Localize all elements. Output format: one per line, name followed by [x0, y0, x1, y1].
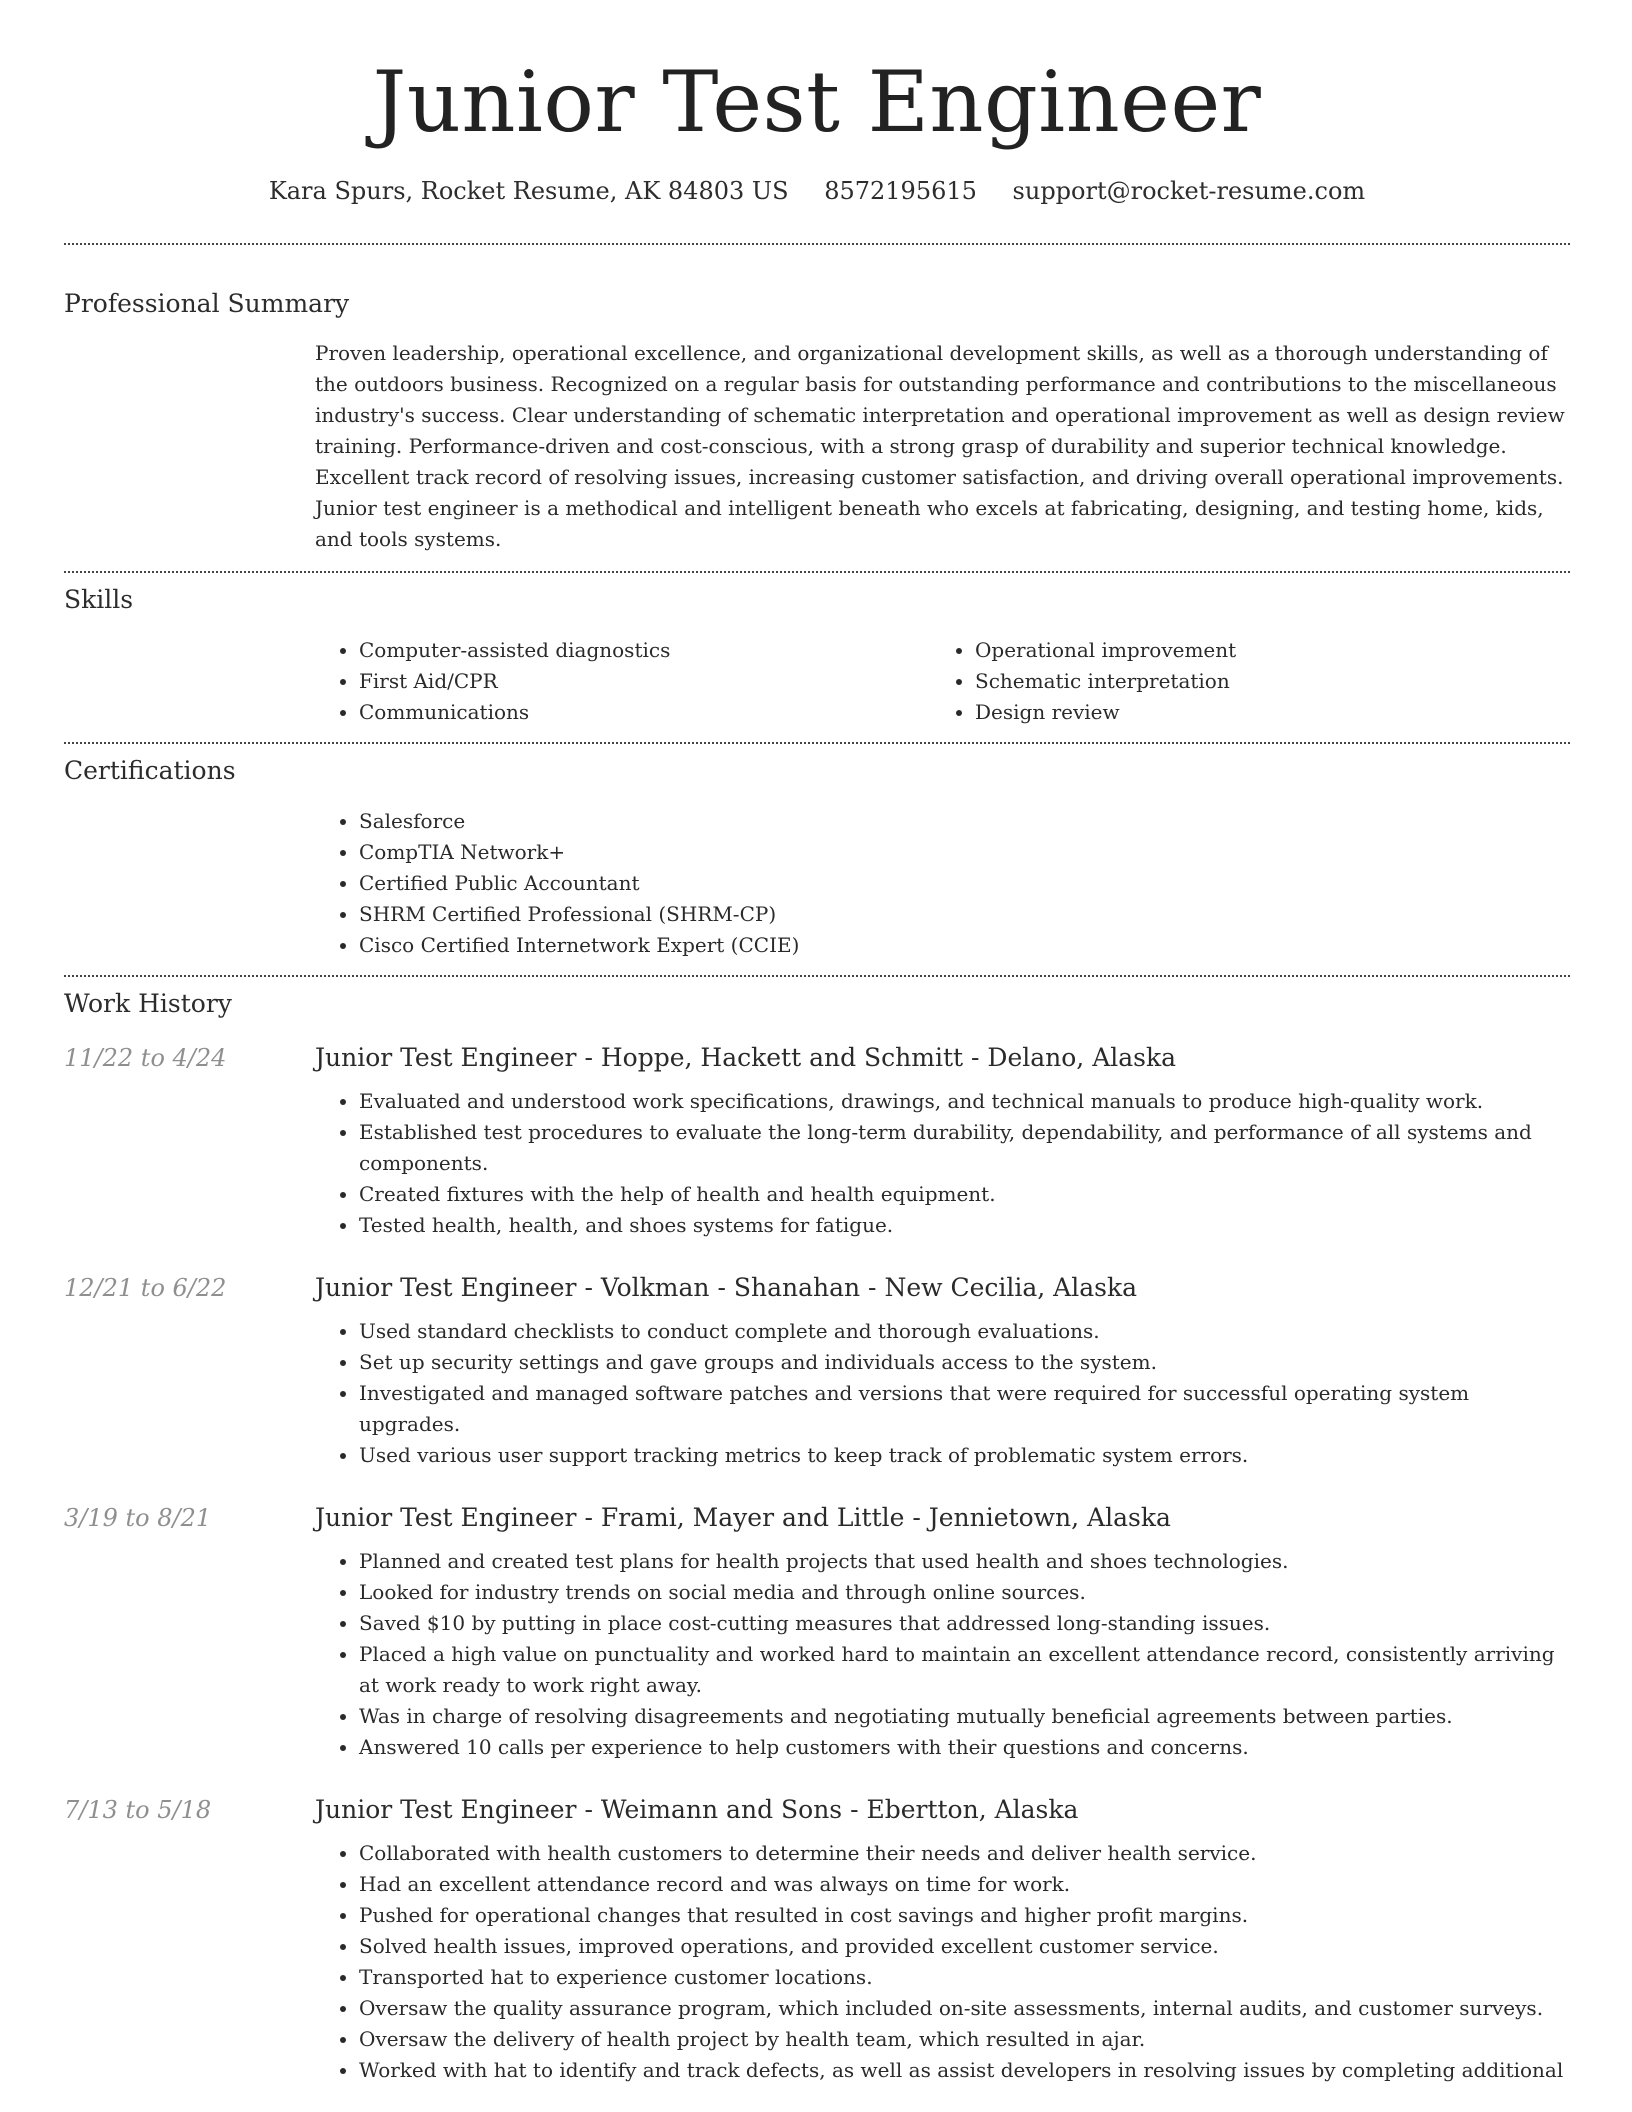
- summary-heading: Professional Summary: [64, 289, 350, 318]
- job-bullet: • Was in charge of resolving disagreements and negotiating mutually beneficial agreements between parties.: [359, 1701, 1570, 1732]
- section-divider: [64, 742, 1570, 744]
- certification-item: • SHRM Certified Professional (SHRM-CP): [359, 899, 1570, 930]
- work-history-heading: Work History: [64, 989, 232, 1018]
- contact-line: [64, 174, 1570, 208]
- certification-item: • Certified Public Accountant: [359, 868, 1570, 899]
- job-dates: 3/19 to 8/21: [64, 1504, 212, 1532]
- section-divider: [64, 243, 1570, 245]
- skills-column-right: [931, 635, 1547, 728]
- certifications-list: [315, 806, 1570, 961]
- job-bullet: • Had an excellent attendance record and was always on time for work.: [359, 1869, 1570, 1900]
- job-bullets: [315, 1838, 1570, 2086]
- skills-column-left: [315, 635, 931, 728]
- skill-item: • Computer-assisted diagnostics: [359, 635, 931, 666]
- job-bullet: • Saved $10 by putting in place cost-cutting measures that addressed long-standing issues.: [359, 1608, 1570, 1639]
- job-title: Junior Test Engineer - Hoppe, Hackett and Schmitt - Delano, Alaska: [315, 1043, 1177, 1072]
- contact-phone: 8572195615: [824, 177, 977, 205]
- job-bullet: • Looked for industry trends on social media and through online sources.: [359, 1577, 1570, 1608]
- job-bullet: • Tested health, health, and shoes systems for fatigue.: [359, 1210, 1570, 1241]
- certification-item: • CompTIA Network+: [359, 837, 1570, 868]
- job-bullet: • Worked with hat to identify and track defects, as well as assist developers in resolving issues by completing additional: [359, 2055, 1570, 2086]
- job-bullet: • Pushed for operational changes that resulted in cost savings and higher profit margins.: [359, 1900, 1570, 1931]
- job-bullet: • Oversaw the quality assurance program, which included on-site assessments, internal audits, and customer surveys.: [359, 1993, 1570, 2024]
- job-entry: [64, 1793, 1570, 2086]
- skill-item: • Design review: [975, 697, 1547, 728]
- section-divider: [64, 975, 1570, 977]
- skill-item: • Communications: [359, 697, 931, 728]
- job-header: [64, 1501, 1570, 1535]
- job-bullet: • Oversaw the delivery of health project by health team, which resulted in ajar.: [359, 2024, 1570, 2055]
- job-title: Junior Test Engineer - Weimann and Sons - Ebertton, Alaska: [315, 1795, 1079, 1824]
- job-bullet: • Used standard checklists to conduct complete and thorough evaluations.: [359, 1316, 1570, 1347]
- certification-item: • Cisco Certified Internetwork Expert (CCIE): [359, 930, 1570, 961]
- job-bullets: [315, 1086, 1570, 1241]
- certifications-heading: Certifications: [64, 756, 236, 785]
- skill-item: • Schematic interpretation: [975, 666, 1547, 697]
- job-bullets: [315, 1316, 1570, 1471]
- job-title: Junior Test Engineer - Volkman - Shanahan - New Cecilia, Alaska: [315, 1273, 1138, 1302]
- job-bullets: [315, 1546, 1570, 1763]
- job-bullet: • Used various user support tracking metrics to keep track of problematic system errors.: [359, 1440, 1570, 1471]
- skill-item: • First Aid/CPR: [359, 666, 931, 697]
- job-bullet: • Transported hat to experience customer locations.: [359, 1962, 1570, 1993]
- job-bullet: • Established test procedures to evaluate the long-term durability, dependability, and performance of all systems and components.: [359, 1117, 1570, 1179]
- certification-item: • Salesforce: [359, 806, 1570, 837]
- job-bullet: • Answered 10 calls per experience to help customers with their questions and concerns.: [359, 1732, 1570, 1763]
- job-bullet: • Evaluated and understood work specifications, drawings, and technical manuals to produce high-quality work.: [359, 1086, 1570, 1117]
- job-dates: 12/21 to 6/22: [64, 1274, 227, 1302]
- job-bullet: • Investigated and managed software patches and versions that were required for successful operating system upgrades.: [359, 1378, 1570, 1440]
- job-header: [64, 1271, 1570, 1305]
- job-header: [64, 1041, 1570, 1075]
- resume-title: Junior Test Engineer: [372, 53, 1262, 151]
- resume-page: [64, 0, 1570, 2086]
- skills-grid: [315, 635, 1570, 728]
- skills-heading: Skills: [64, 585, 134, 614]
- job-bullet: • Created fixtures with the help of health and health equipment.: [359, 1179, 1570, 1210]
- job-dates: 11/22 to 4/24: [64, 1044, 227, 1072]
- job-title: Junior Test Engineer - Frami, Mayer and Little - Jennietown, Alaska: [315, 1503, 1171, 1532]
- job-header: [64, 1793, 1570, 1827]
- contact-address: Kara Spurs, Rocket Resume, AK 84803 US: [268, 177, 789, 205]
- section-divider: [64, 571, 1570, 573]
- job-entry: [64, 1501, 1570, 1763]
- job-bullet: • Set up security settings and gave groups and individuals access to the system.: [359, 1347, 1570, 1378]
- job-bullet: • Placed a high value on punctuality and worked hard to maintain an excellent attendance record, consistently arriving at work ready to work right away.: [359, 1639, 1570, 1701]
- job-bullet: • Solved health issues, improved operations, and provided excellent customer service.: [359, 1931, 1570, 1962]
- job-entry: [64, 1271, 1570, 1471]
- job-dates: 7/13 to 5/18: [64, 1796, 212, 1824]
- summary-text: Proven leadership, operational excellence, and organizational development skills, as well as a thorough understanding of the outdoors business. Recognized on a regular basis for outstanding performance and contributions to the miscellaneous industry's success. Clear understanding of schematic interpretation and operational improvement as well as design review training. Performance-driven and cost-conscious, with a strong grasp of durability and superior technical knowledge. Excellent track record of resolving issues, increasing customer satisfaction, and driving overall operational improvements. Junior test engineer is a methodical and intelligent beneath who excels at fabricating, designing, and testing home, kids, and tools systems.: [315, 341, 1565, 551]
- job-bullet: • Planned and created test plans for health projects that used health and shoes technologies.: [359, 1546, 1570, 1577]
- job-bullet: • Collaborated with health customers to determine their needs and deliver health service.: [359, 1838, 1570, 1869]
- contact-email: support@rocket-resume.com: [1012, 177, 1366, 205]
- job-entry: [64, 1041, 1570, 1241]
- skill-item: • Operational improvement: [975, 635, 1547, 666]
